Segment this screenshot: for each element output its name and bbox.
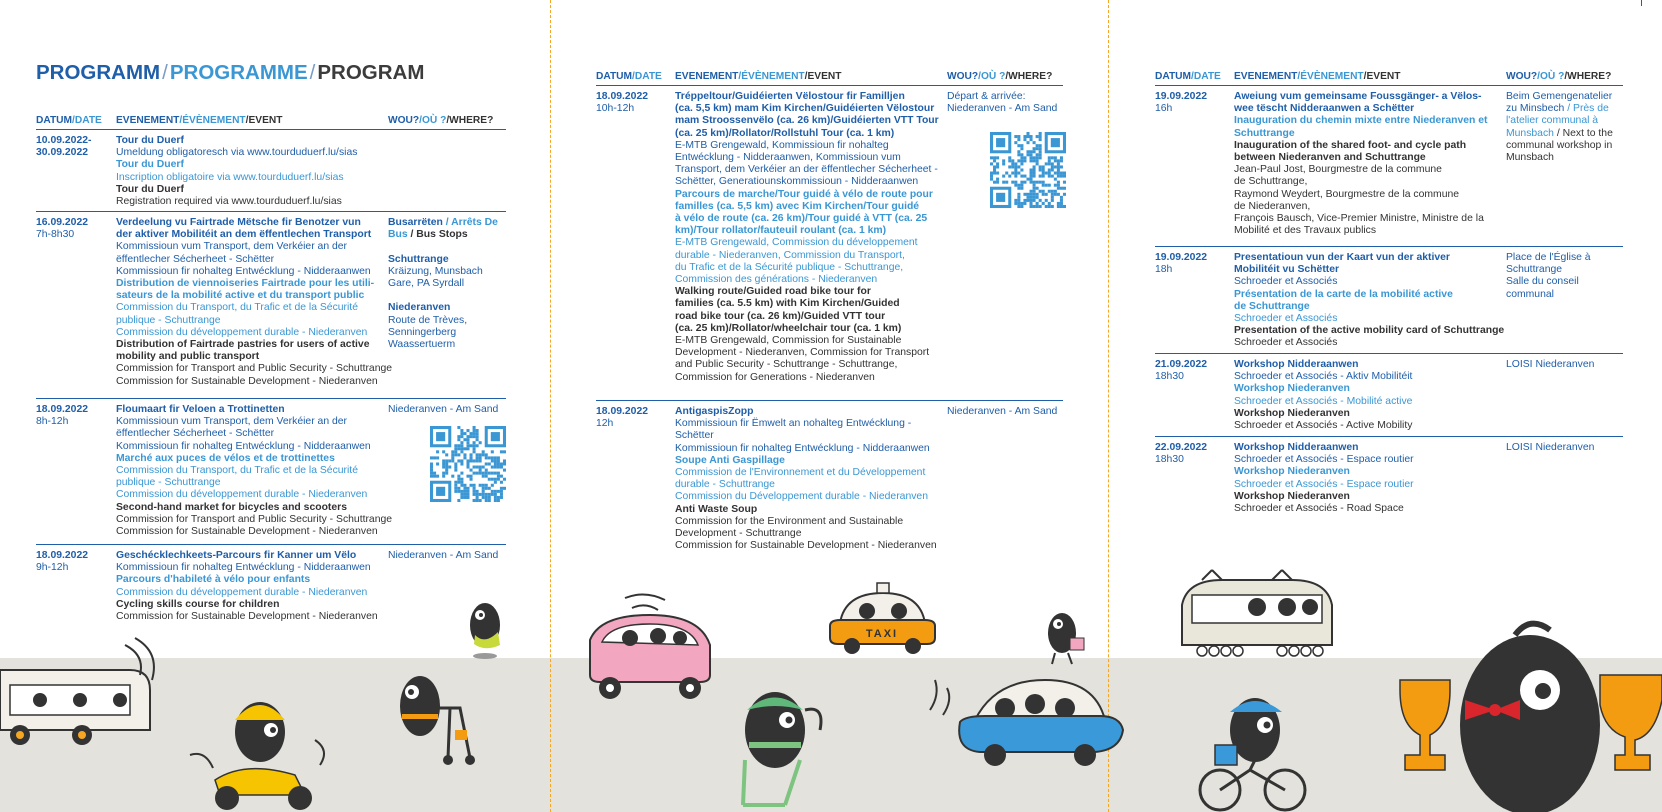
event-row: 18.09.2022 12h AntigaspisZopp Kommissioun fir Ëmwelt an nohalteg Entwécklung - Schëtter Kommissioun fir nohalteg Entwécklung - Nidderaanwen Soupe Anti Gaspillage Commission de l'Environnement et du Développement durable - Schuttrange Commission du Développement durable - Niederanven Anti Waste Soup Commission for the Environment and Sustainable Development - Schuttrange Commission for Sustainable Development - Niederanven Niederanven - Am Sand xyxy=(596,400,1063,560)
header-event: EVENEMENT/ÉVÈNEMENT/EVENT xyxy=(675,71,842,82)
walker-illustration xyxy=(390,668,480,768)
fold-line-left xyxy=(550,0,551,812)
kick-scooter-illustration xyxy=(715,680,835,812)
event-row: 19.09.2022 18h Presentatioun vun der Kaart vun der aktiver Mobilitéit vu Schëtter Schroeder et Associés Présentation de la carte de la mobilité active de Schuttrange Schroeder et Associés Presentation of the active mobility card of Schuttrange Schroeder et Associés Place de l'Église à Schuttrange Salle du conseil communal xyxy=(1155,246,1623,352)
trophy-character-illustration xyxy=(1400,625,1662,812)
event-row: 22.09.2022 18h30 Workshop Nidderaanwen Schroeder et Associés - Espace routier Workshop Niederanven Schroeder et Associés - Espace routier Workshop Niederanven Schroeder et Associés - Road Space LOISI Niederanven xyxy=(1155,436,1623,518)
event-row: 18.09.2022 8h-12h Floumaart fir Veloen a Trottinetten Kommissioun vum Transport, dem Verkéier an der ëffentlecher Sécherheet - Schëtter Kommissioun fir nohalteg Entwécklung - Nidderaanwen Marché aux puces de vélos et de trottinettes Commission du Transport, du Trafic et de la Sécurité publique - Schuttrange Commission du développement durable - Niederanven Second-hand market for bicycles and scooters Commission for Transport and Public Security - Schuttrange Commission for Sustainable Development - Niederanven Niederanven - Am Sand xyxy=(36,398,506,543)
character-with-handbag-illustration xyxy=(1040,608,1090,666)
pink-car-illustration xyxy=(580,590,720,710)
title-en: PROGRAM xyxy=(317,61,425,84)
event-row: 10.09.2022- 30.09.2022 Tour du Duerf Umeldung obligatoresch via www.tourduduerf.lu/sias Tour du Duerf Inscription obligatoire via www.tourduduerf.lu/sias Tour du Duerf Registration required via www.tourduduerf.lu/sias xyxy=(36,129,506,210)
event-row: 18.09.2022 9h-12h Geschécklechkeets-Parcours fir Kanner um Vëlo Kommissioun fir nohalteg Entwécklung - Nidderaanwen Parcours d'habileté à vélo pour enfants Commission du développement durable - Niederanven Cycling skills course for children Commission for Sustainable Development - Niederanven Niederanven - Am Sand xyxy=(36,544,506,624)
title-de: PROGRAMM xyxy=(36,61,161,84)
header-date: DATUM/DATE xyxy=(36,115,102,126)
bus-illustration xyxy=(0,630,160,760)
event-row: 21.09.2022 18h30 Workshop Nidderaanwen Schroeder et Associés - Aktiv Mobilitéit Workshop Niederanven Schroeder et Associés - Mobilité active Workshop Niederanven Schroeder et Associés - Active Mobility LOISI Niederanven xyxy=(1155,353,1623,435)
event-row: 18.09.2022 10h-12h Tréppeltour/Guidéierten Vëlostour fir Familljen (ca. 5,5 km) mam Kim Kirchen/Guidéierten Vëlostour mam Stroossenvëlo (ca. 26 km)/Guidéierten VTT Tour (ca. 25 km)/Rollator/Rollstuhl Tour (ca. 1 km) E-MTB Grengewald, Kommissioun fir nohalteg Entwécklung - Nidderaanwen, Kommissioun vum Transport, dem Verkéier an der ëffentlecher Sécherheet - Schëtter, Generatiounskommissioun - Nidderaanwen Parcours de marche/Tour guidé à vélo de route pour familles (ca. 5,5 km) avec Kim Kirchen/Tour guidé à vélo de route (ca. 26 km)/Tour guidé à VTT (ca. 25 km)/Tour rollator/fauteuil roulant (ca. 1 km) E-MTB Grengewald, Commission du développement durable - Niederanven, Commission du Transport, du Trafic et de la Sécurité publique - Schuttrange, Commission des générations - Niederanven Walking route/Guided road bike tour for families (ca. 5.5 km) with Kim Kirchen/Guided road bike tour (ca. 26 km)/Guided VTT tour (ca. 25 km)/Rollator/wheelchair tour (ca. 1 km) E-MTB Grengewald, Commission for Sustainable Development - Niederanven, Commission for Transport and Public Security - Schuttrange - Schuttrange, Commission for Generations - Niederanven Départ & arrivée: Niederanven - Am Sand xyxy=(596,85,1063,399)
header-where: WOU?/OÙ ?/WHERE? xyxy=(388,115,494,126)
crop-mark xyxy=(1641,0,1642,6)
qr-code[interactable] xyxy=(990,132,1066,208)
cyclist-illustration xyxy=(1190,690,1310,812)
header-date: DATUM/DATE xyxy=(596,71,662,82)
event-row: 19.09.2022 16h Aweiung vum gemeinsame Foussgänger- a Vëlos- wee tëscht Nidderaanwen a Schëtter Inauguration du chemin mixte entre Niederanven et Schuttrange Inauguration of the shared foot- and cycle path between Niederanven and Schuttrange Jean-Paul Jost, Bourgmestre de la commune de Schuttrange, Raymond Weydert, Bourgmestre de la commune de Niederanven, François Bausch, Vice-Premier Ministre, Ministre de la Mobilité et des Travaux publics Beim Gemengenatelier zu Minsbech / Près de l'atelier communal à Munsbach / Next to the communal workshop in Munsbach xyxy=(1155,85,1623,245)
event-row: 16.09.2022 7h-8h30 Verdeelung vu Fairtrade Mëtsche fir Benotzer vun der aktiver Mobilitéit an dem ëffentlechen Transport Kommissioun vum Transport, dem Verkéier an der ëffentlecher Sécherheet - Schëtter Kommissioun fir nohalteg Entwécklung - Nidderaanwen Distribution de viennoiseries Fairtrade pour les utili- sateurs de la mobilité active et du transport public Commission du Transport, du Trafic et de la Sécurité publique - Schuttrange Commission du développement durable - Niederanven Distribution of Fairtrade pastries for users of active mobility and public transport Commission for Transport and Public Security - Schuttrange Commission for Sustainable Development - Niederanven Busarrëten / Arrêts De Bus / Bus Stops Schuttrange Kräizung, Munsbach Gare, PA Syrdall Niederanven Route de Trèves, Senningerberg Waassertuerm xyxy=(36,211,506,397)
header-event: EVENEMENT/ÉVÈNEMENT/EVENT xyxy=(1234,71,1401,82)
page-title: PROGRAMM/PROGRAMME/PROGRAM xyxy=(36,61,425,84)
header-event: EVENEMENT/ÉVÈNEMENT/EVENT xyxy=(116,115,283,126)
taxi-sign: TAXI xyxy=(865,628,899,640)
qr-code[interactable] xyxy=(430,426,506,502)
header-where: WOU?/OÙ ?/WHERE? xyxy=(1506,71,1612,82)
scooter-illustration xyxy=(185,690,335,812)
character-with-bag-illustration xyxy=(460,600,510,660)
taxi-illustration xyxy=(825,578,940,658)
header-where: WOU?/OÙ ?/WHERE? xyxy=(947,71,1053,82)
header-date: DATUM/DATE xyxy=(1155,71,1221,82)
blue-car-illustration xyxy=(925,680,1125,775)
tram-illustration xyxy=(1172,565,1337,665)
title-fr: PROGRAMME xyxy=(169,61,308,84)
